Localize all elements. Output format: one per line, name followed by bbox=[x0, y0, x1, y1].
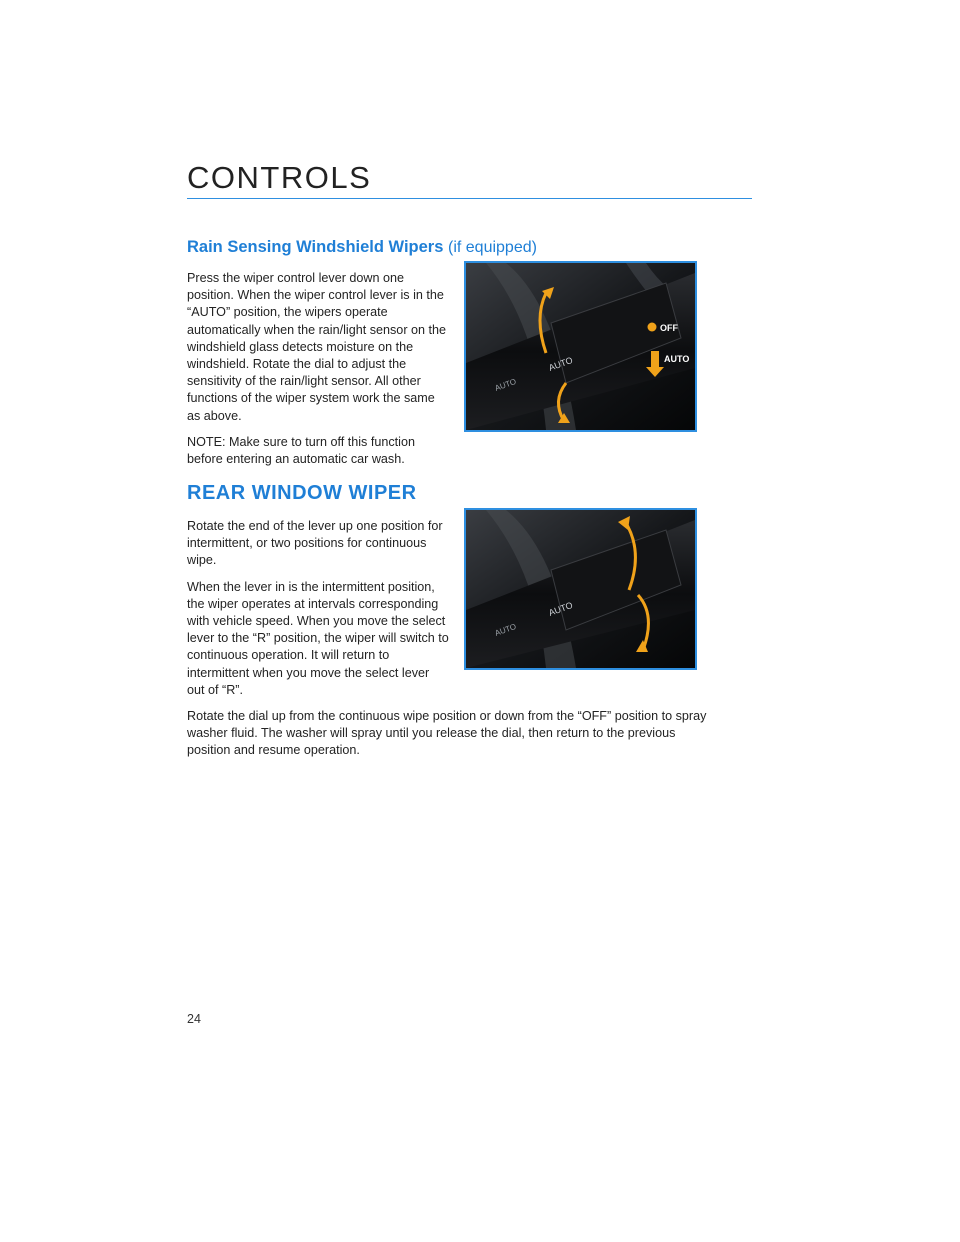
wiper-lever-auto-photo bbox=[464, 261, 697, 432]
page-number: 24 bbox=[187, 1012, 201, 1026]
rear-wiper-lever-photo bbox=[464, 508, 697, 670]
rear-wiper-paragraph-1: Rotate the end of the lever up one position for intermittent, or two positions for continuous wipe. bbox=[187, 519, 443, 568]
rear-wiper-paragraph-3: Rotate the dial up from the continuous wipe position or down from the “OFF” position to spray washer fluid. The washer will spray until you release the dial, then return to the previous position and resume operation. bbox=[187, 709, 707, 758]
wiper-lever-auto-illustration bbox=[466, 263, 695, 430]
rear-wiper-lever-illustration bbox=[466, 510, 695, 668]
header-rule bbox=[187, 198, 752, 199]
off-dot-icon bbox=[648, 323, 657, 332]
off-label: OFF bbox=[660, 323, 678, 333]
lever-auto-lower-label: AUTO bbox=[493, 376, 518, 393]
rain-sensing-note: NOTE: Make sure to turn off this function before entering an automatic car wash. bbox=[187, 434, 415, 467]
rear-wiper-heading: REAR WINDOW WIPER bbox=[187, 482, 417, 504]
lever-auto-label: AUTO bbox=[547, 354, 575, 373]
auto-label: AUTO bbox=[664, 354, 690, 364]
rear-wiper-washer-text bbox=[187, 708, 707, 760]
rear-wiper-text bbox=[187, 518, 449, 708]
rain-sensing-heading-bold: Rain Sensing Windshield Wipers bbox=[187, 238, 444, 256]
rain-sensing-text bbox=[187, 270, 449, 477]
rain-sensing-heading-light: (if equipped) bbox=[448, 239, 537, 256]
section-header: CONTROLS bbox=[187, 160, 372, 195]
lever-auto-label: AUTO bbox=[547, 599, 575, 618]
rain-sensing-heading bbox=[187, 238, 537, 257]
lever-auto-lower-label: AUTO bbox=[493, 621, 518, 638]
rain-sensing-paragraph: Press the wiper control lever down one position. When the wiper control lever is in the “AUTO” position, the wipers operate automatically when the rain/light sensor on the windshield glass detects moisture on the windshield. Rotate the dial to adjust the sensitivity of the rain/light sensor. All other functions of the wiper system work the same as above. bbox=[187, 271, 447, 423]
rear-wiper-paragraph-2: When the lever in is the intermittent position, the wiper operates at intervals corresponding with vehicle speed. When you move the select lever to the “R” position, the wiper will switch to continuous operation. It will return to intermittent when you move the select lever out of “R”. bbox=[187, 579, 449, 697]
